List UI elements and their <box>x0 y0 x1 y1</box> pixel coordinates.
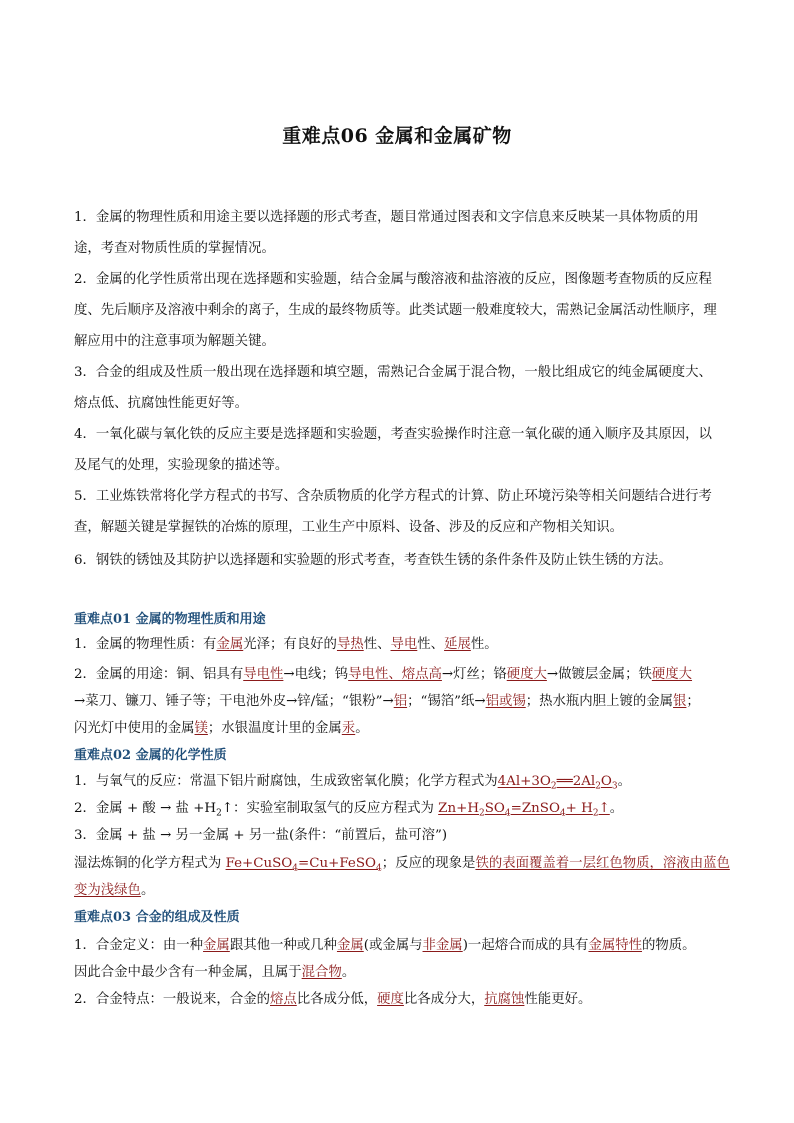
section-heading-2: 重难点02 金属的化学性质 <box>74 748 227 763</box>
text: 1．与氧气的反应：常温下铝片耐腐蚀，生成致密氧化膜；化学方程式为 <box>74 774 498 789</box>
answer-blank: 混合物 <box>301 965 342 980</box>
subscript: 2 <box>216 808 222 819</box>
text: 2．合金特点：一般说来，合金的 <box>74 992 270 1007</box>
text: 性、 <box>363 637 391 652</box>
s2-line-1 <box>74 770 734 792</box>
text: 1．金属的物理性质：有 <box>74 637 217 652</box>
s2-line-2 <box>74 797 734 819</box>
text: 的物质。 <box>642 938 696 953</box>
intro-paragraph-6: 6．钢铁的锈蚀及其防护以选择题和实验题的形式考查，考查铁生锈的条件条件及防止铁生锈的方法。 <box>74 553 672 568</box>
text: 1．合金定义：由一种 <box>74 938 204 953</box>
answer-blank: 镁 <box>194 721 208 736</box>
text: 。 <box>341 965 356 980</box>
s3-line-2 <box>74 961 734 980</box>
s1-line-3 <box>74 690 734 709</box>
s2-line-4 <box>74 852 734 874</box>
text: (或金属与 <box>363 938 423 953</box>
intro-paragraph-2: 2．金属的化学性质常出现在选择题和实验题，结合金属与酸溶液和盐溶液的反应，图像题考查物质的反应程度、先后顺序及溶液中剩余的离子，生成的最终物质等。此类试题一般难度较大，需熟记金属活动性顺序，理解应用中的注意事项为解题关键。 <box>74 272 717 349</box>
text: ； <box>686 694 700 709</box>
text: 。 <box>140 883 155 898</box>
answer-blank: 金属 <box>216 637 244 652</box>
intro-paragraph-1: 1．金属的物理性质和用途主要以选择题的形式考查，题目常通过图表和文字信息来反映某一具体物质的用途，考查对物质性质的掌握情况。 <box>74 210 699 256</box>
answer-blank: 金属 <box>203 938 230 953</box>
text: 比各成分低， <box>296 992 378 1007</box>
text: →灯丝；铬 <box>441 667 507 682</box>
text: 闪光灯中使用的金属 <box>74 721 195 736</box>
answer-blank: 金属特性 <box>588 938 643 953</box>
text: 湿法炼铜的化学方程式为 <box>74 856 226 871</box>
text: →菜刀、镰刀、锤子等；干电池外皮→锌/锰；“银粉”→ <box>74 694 394 709</box>
text: 性、 <box>417 637 445 652</box>
section-heading-1: 重难点01 金属的物理性质和用途 <box>74 612 266 627</box>
s1-line-4 <box>74 717 734 736</box>
intro-paragraph-4: 4．一氧化碳与氧化铁的反应主要是选择题和实验题，考查实验操作时注意一氧化碳的通入顺序及其原因，以及尾气的处理，实验现象的描述等。 <box>74 427 712 473</box>
text: 。 <box>355 721 369 736</box>
s3-line-1 <box>74 934 734 953</box>
s3-line-3 <box>74 988 734 1007</box>
answer-blank: 非金属 <box>422 938 463 953</box>
answer-blank: 导电性 <box>243 667 284 682</box>
answer-blank: 导电性、熔点高 <box>348 667 442 682</box>
answer-blank: 导热 <box>336 637 364 652</box>
s2-line-5 <box>74 879 734 898</box>
text: →电线；钨 <box>283 667 349 682</box>
text: ；反应的现象是 <box>381 856 476 871</box>
text: 性。 <box>470 637 498 652</box>
section-heading-3: 重难点03 合金的组成及性质 <box>74 910 240 925</box>
text: 比各成分大， <box>403 992 485 1007</box>
text: 光泽；有良好的 <box>243 637 337 652</box>
intro-paragraph-5: 5．工业炼铁常将化学方程式的书写、含杂质物质的化学方程式的计算、防止环境污染等相关问题结合进行考查，解题关键是掌握铁的冶炼的原理，工业生产中原料、设备、涉及的反应和产物相关知识。 <box>74 489 712 535</box>
answer-blank: 汞 <box>341 721 356 736</box>
equation-zinc-sulfuric-acid: $Zn+H_2SO_4=ZnSO_4+$ $H_2↑$ <box>438 801 610 819</box>
answer-blank: 熔点 <box>270 992 297 1007</box>
text: 2．金属 + 酸 → 盐 +H <box>74 801 217 816</box>
text: 2．金属的用途：铜、铝具有 <box>74 667 244 682</box>
answer-blank: 铝 <box>393 694 408 709</box>
equation-aluminum-oxidation: $4Al+3O_2══2Al_2O_3$ <box>497 774 618 792</box>
text: ；“锡箔”纸→ <box>407 694 486 709</box>
answer-blank: 变为浅绿色 <box>74 883 141 898</box>
s2-line-3: 3．金属 + 盐 → 另一金属 + 另一盐(条件：“前置后，盐可溶”) <box>74 828 448 843</box>
answer-blank: 硬度 <box>377 992 404 1007</box>
answer-blank: 硬度大 <box>506 667 547 682</box>
text: )一起熔合而成的具有 <box>462 938 589 953</box>
text: 性能更好。 <box>524 992 592 1007</box>
equation-iron-copper-sulfate: Fe+CuSO$_4$=Cu+FeSO$_4$ <box>225 856 382 874</box>
answer-blank: 金属 <box>336 938 364 953</box>
text: ；热水瓶内胆上镀的金属 <box>525 694 674 709</box>
answer-blank: 铝或锡 <box>485 694 526 709</box>
text: 。 <box>617 774 632 789</box>
page-title: 重难点06 金属和金属矿物 <box>282 125 512 147</box>
s1-line-1 <box>74 633 734 652</box>
intro-paragraph-3: 3．合金的组成及性质一般出现在选择题和填空题，需熟记合金属于混合物，一般比组成它的纯金属硬度大、熔点低、抗腐蚀性能更好等。 <box>74 365 712 411</box>
s1-line-2 <box>74 663 734 682</box>
text: 因此合金中最少含有一种金属，且属于 <box>74 965 302 980</box>
text: ；水银温度计里的金属 <box>207 721 342 736</box>
answer-blank: 导电 <box>390 637 418 652</box>
answer-blank: 延展 <box>444 637 471 652</box>
answer-blank: 抗腐蚀 <box>484 992 525 1007</box>
answer-blank: 银 <box>673 694 687 709</box>
text: ↑：实验室制取氢气的反应方程式为 <box>221 801 439 816</box>
text: →做镀层金属；铁 <box>546 667 652 682</box>
text: 跟其他一种或几种 <box>229 938 337 953</box>
text: 。 <box>609 801 624 816</box>
answer-blank: 硬度大 <box>651 667 693 682</box>
answer-blank: 铁的表面覆盖着一层红色物质，溶液由蓝色 <box>475 856 730 871</box>
